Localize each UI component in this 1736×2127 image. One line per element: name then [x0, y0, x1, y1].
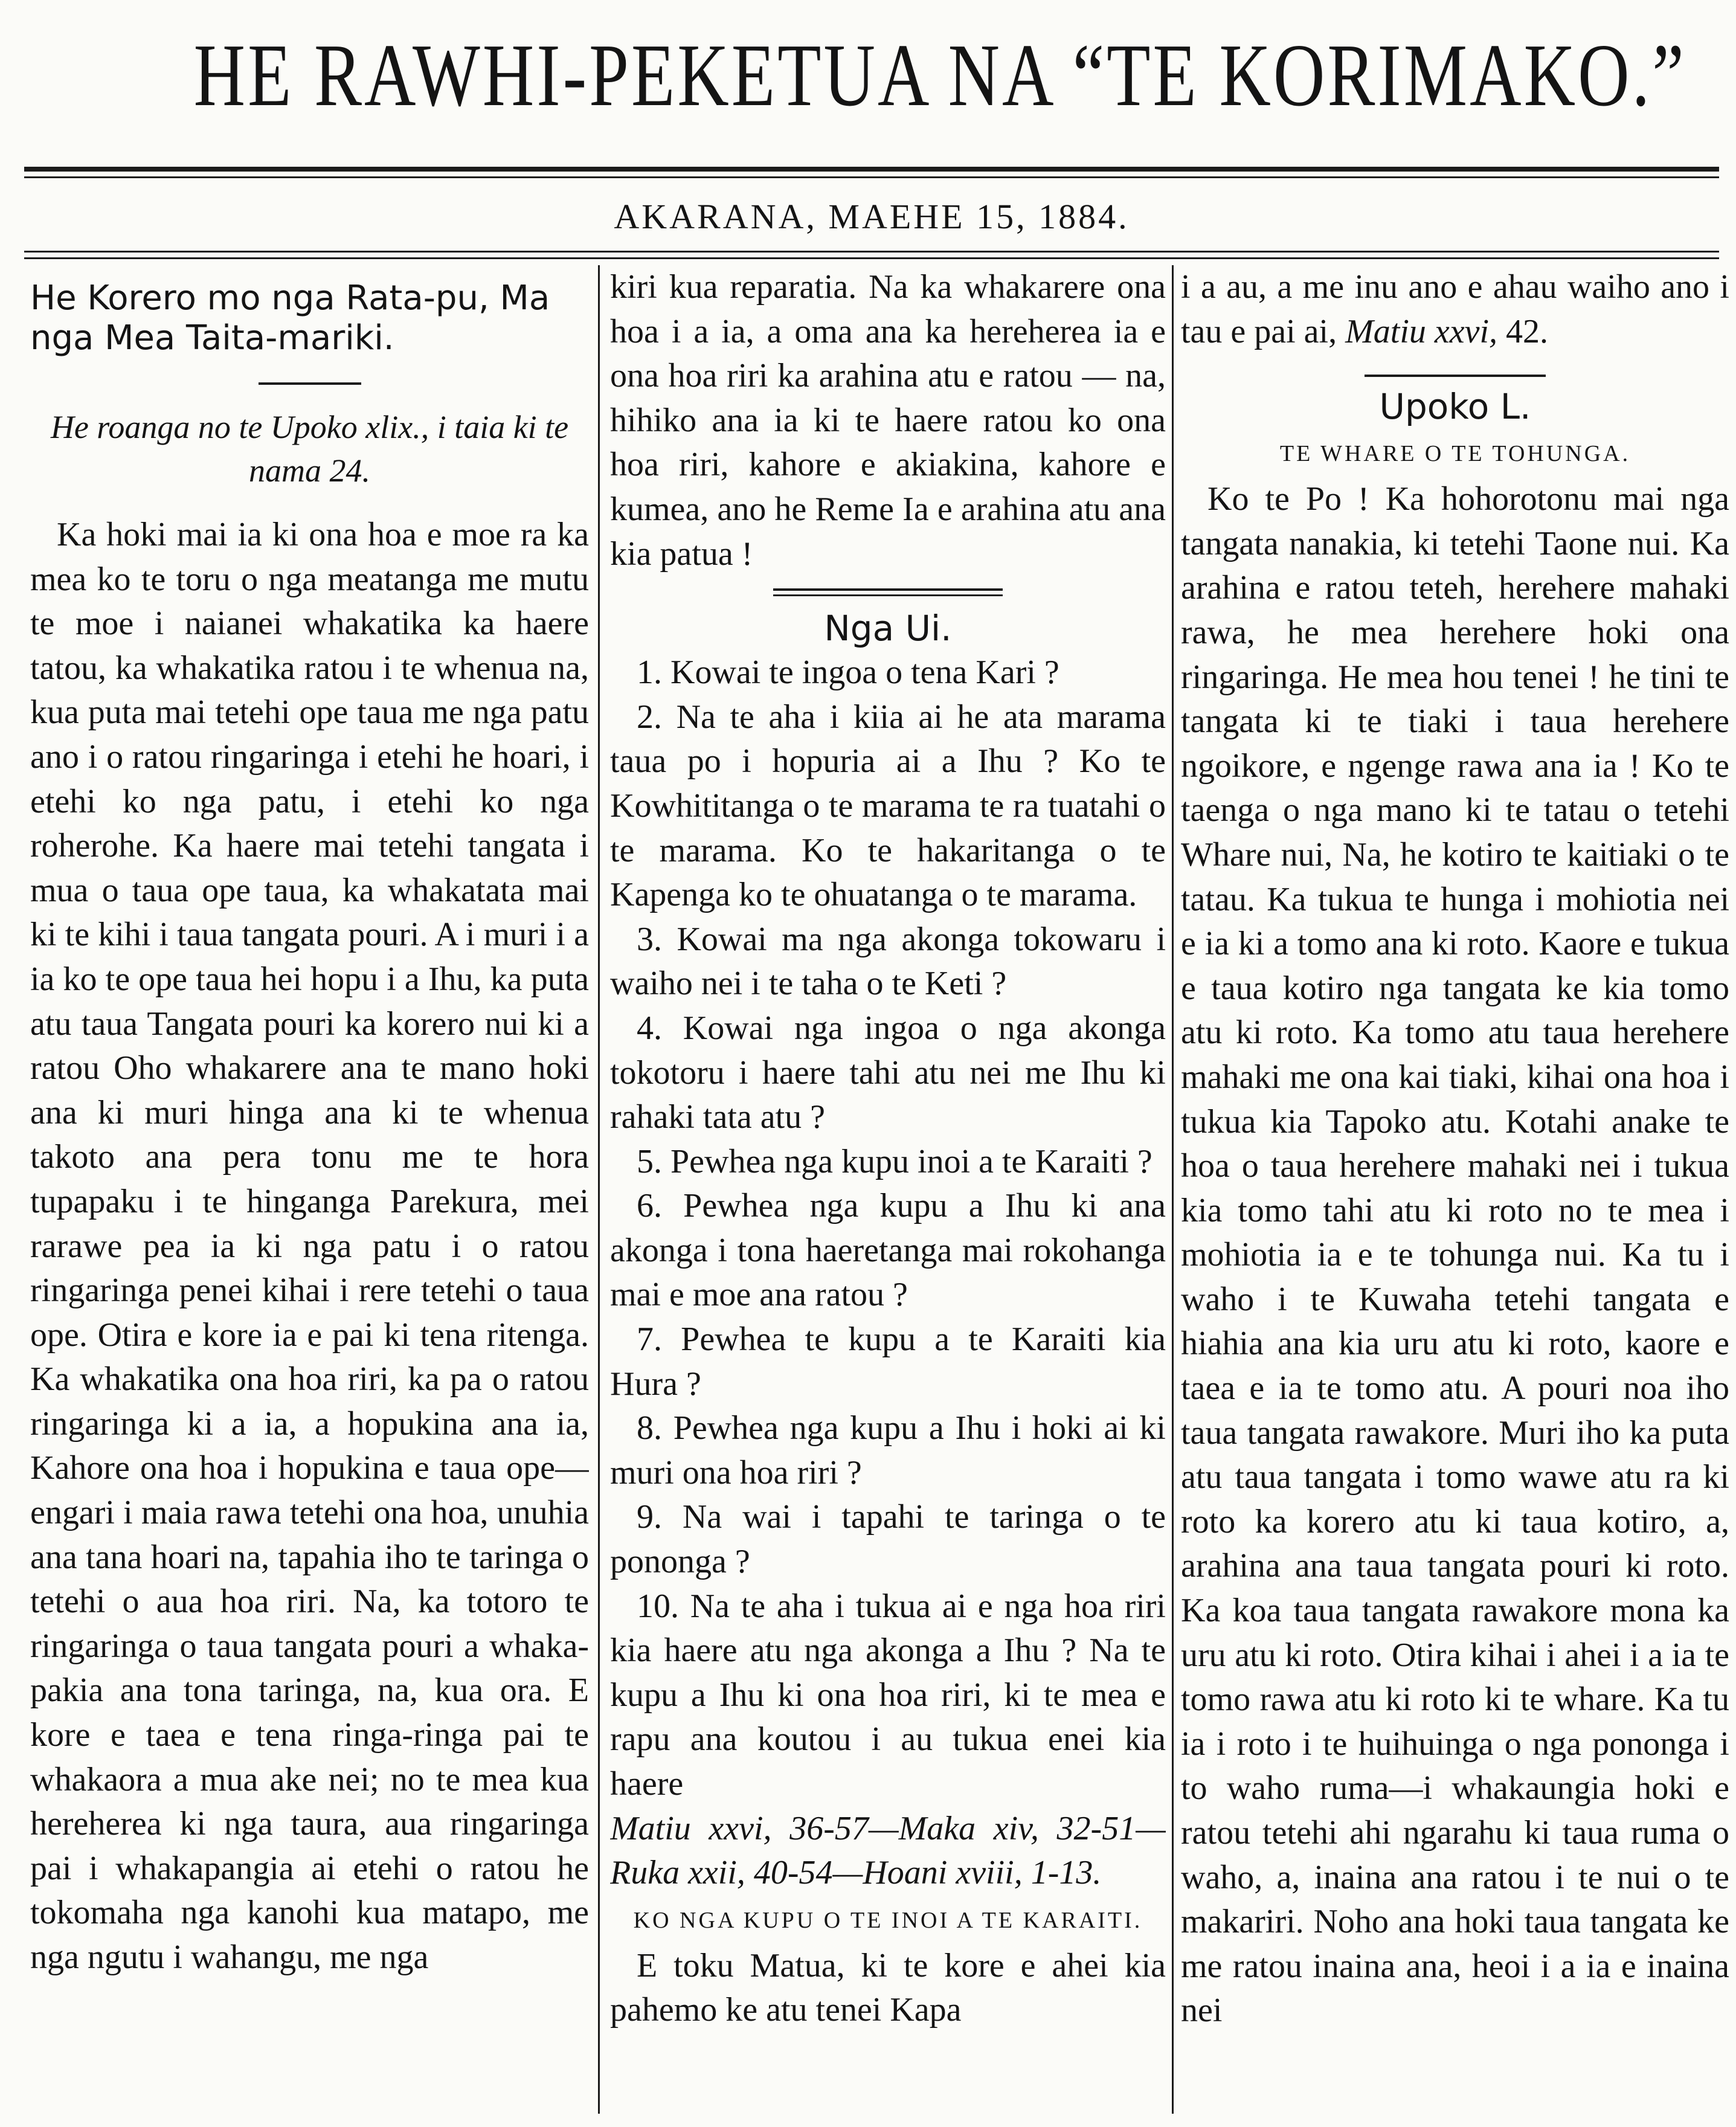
references-text: Matiu xxvi, 36-57—Maka xiv, 32-51—Ruka xxii, 40-54—Hoani xviii, 1-13.: [610, 1809, 1166, 1892]
dateline-rule-2: [24, 257, 1719, 259]
short-rule: [1365, 375, 1546, 377]
article-continuation: kiri kua reparatia. Na ka whakarere ona hoa i a ia, a oma ana ka hereherea ia e ona hoa riri ka arahina atu e ratou — na, hihiko ana ia ki te haere ratou ko ona hoa riri, kahore e akiakina, kahore e kumea, ano he Reme Ia e arahina atu ana kia patua !: [610, 268, 1166, 573]
column-3: [1181, 265, 1729, 2114]
question-6: 6. Pewhea nga kupu a Ihu ki ana akonga i tona haeretanga mai rokohanga mai e moe ana ratou ?: [610, 1187, 1166, 1314]
question-7: 7. Pewhea te kupu a te Karaiti kia Hura ?: [610, 1321, 1166, 1403]
question-3: 3. Kowai ma nga akonga tokowaru i waiho nei i te taha o te Keti ?: [610, 920, 1166, 1003]
prayer-text: E toku Matua, ki te kore e ahei kia pahemo ke atu tenei Kapa: [610, 1946, 1166, 2029]
question-1: 1. Kowai te ingoa o tena Kari ?: [637, 654, 1059, 692]
double-rule: [773, 588, 1003, 596]
question-2: 2. Na te aha i kiia ai he ata marama taua po i hopuria ai a Ihu ? Ko te Kowhititanga o te marama te ra tuatahi o te marama. Ko te hakaritanga o te Kapenga ko te ohuatanga o te marama.: [610, 698, 1166, 914]
questions-heading: Nga Ui.: [824, 608, 952, 649]
column-divider: [598, 265, 600, 2114]
short-rule: [259, 382, 361, 385]
prayer-reference-end: 42.: [1506, 312, 1548, 350]
prayer-continuation: [1181, 265, 1729, 354]
prayer-heading: KO NGA KUPU O TE INOI A TE KARAITI.: [633, 1907, 1143, 1933]
question-10: 10. Na te aha i tukua ai e nga hoa riri kia haere atu nga akonga a Ihu ? Na te kupu a Ihu ki ona hoa riri, ki te mea e rapu ana koutou i au tukua enei kia haere: [610, 1587, 1166, 1803]
masthead-rule-thin: [24, 176, 1719, 178]
column-divider: [1172, 265, 1174, 2114]
question-8: 8. Pewhea nga kupu a Ihu i hoki ai ki muri ona hoa riri ?: [610, 1409, 1166, 1491]
dateline-rule: [24, 251, 1719, 253]
prayer-reference: Matiu xxvi,: [1345, 312, 1497, 350]
masthead-rule-thick: [24, 167, 1719, 172]
prayer-continuation-text: i a au, a me inu ano e ahau waiho ano i tau e pai ai,: [1181, 268, 1729, 350]
chapter-subheading: TE WHARE O TE TOHUNGA.: [1279, 441, 1631, 467]
chapter-body: Ko te Po ! Ka hohorotonu mai nga tangata nanakia, ki tetehi Taone nui. Ka arahina e ratou teteh, herehere mahaki rawa, he mea herehere hoki ona ringaringa. He mea hou tenei ! he tini te tangata ki te tiaki i taua herehere ngoikore, e ngenge rawa ana ia ! Ko te taenga o nga mano ki te tatau o tetehi Whare nui, Na, he kotiro te kaitiaki o te tatau. Ka tukua te hunga i mohiotia nei e ia ki a tomo ana ki roto. Kaore e tukua e taua kotiro nga tangata ke kia tomo atu ki roto. Ka tomo atu taua herehere mahaki me ona kai tiaki, kihai ona hoa i tukua kia Tapoko atu. Kotahi anake te hoa o taua herehere mahaki nei i tukua kia tomo tahi atu ki roto no te mea i mohiotia ia e te tohunga nui. Ka tu i waho i te Kuwaha tetehi tangata e hiahia ana kia uru atu ki roto, kaore e taea e ia te tomo atu. A pouri noa iho taua tangata rawakore. Muri iho ka puta atu taua tangata i tomo wawe atu ra ki roto ka korero atu ki taua kotiro, a, arahina ana taua tangata pouri ki roto. Ka koa taua tangata rawakore mona ka uru atu ki roto. Otira kihai i ahei i a ia te tomo rawa atu ki roto ki te whare. Ka tu ia i roto i te huihuinga o nga pononga i to waho ruma—i whakaungia hoki e ratou tetehi ahi ngarahu ki taua ruma o waho, a, inaina ana ratou i te nui o te makariri. Noho ana hoki taua tangata ke me ratou inaina ana, heoi i a ia e inaina nei: [1181, 480, 1729, 2030]
chapter-heading: Upoko L.: [1379, 386, 1531, 428]
columns: [24, 265, 1729, 2114]
article-title: He Korero mo nga Rata-pu, Ma nga Mea Taita-mariki.: [30, 278, 550, 358]
dateline: AKARANA, MAEHE 15, 1884.: [614, 197, 1130, 236]
question-5: 5. Pewhea nga kupu inoi a te Karaiti ?: [637, 1142, 1153, 1180]
article-subhead: He roanga no te Upoko xlix., i taia ki te nama 24.: [50, 409, 569, 489]
masthead-title: HE RAWHI-PEKETUA NA “TE KORIMAKO.”: [193, 26, 1686, 125]
article-body: Ka hoki mai ia ki ona hoa e moe ra ka mea ko te toru o nga meatanga me mutu te moe i naianei whakatika ka haere tatou, ka whakatika ratou i te whenua na, kua puta mai tetehi ope taua me nga patu ano i o ratou ringaringa i etehi he hoari, i etehi ko nga patu, i etehi ko nga roherohe. Ka haere mai tetehi tangata i mua o taua ope taua, ka whakatata mai ki te kihi i taua tangata pouri. A i muri i a ia ko te ope taua hei hopu i a Ihu, ka puta atu taua Tangata pouri ka korero nui ki a ratou Oho whakarere ana te mano hoki ana ki muri hinga ana ki te whenua takoto ana pera tonu me te hora tupapaku i te hinganga Parekura, mei rarawe pea ia ki nga patu i o ratou ringaringa penei kihai i rere tetehi o taua ope. Otira e kore ia e pai ki tena ritenga. Ka whakatika ona hoa riri, ka pa o ratou ringaringa ki a ia, a hopukina ana ia, Kahore ona hoa i hopukina e taua ope—engari i maia rawa tetehi ona hoa, unuhia ana tana hoari na, tapahia iho te taringa o tetehi o aua hoa riri. Na, ka totoro te ringaringa o taua tangata pouri a whaka-pakia ana tona taringa, na, kua ora. E kore e taea e tena ringa-ringa pai te whakaora a mua ake nei; no te mea kua hereherea ki nga taura, aua ringaringa pai i whakapangia ai etehi o ratou he tokomaha nga kanohi kua matapo, me nga ngutu i wahangu, me nga: [30, 516, 589, 1976]
question-4: 4. Kowai nga ingoa o nga akonga tokotoru i haere tahi atu nei me Ihu ki rahaki tata atu ?: [610, 1009, 1166, 1136]
scripture-references: [610, 1807, 1166, 1896]
column-1: [30, 265, 589, 2114]
question-9: 9. Na wai i tapahi te taringa o te pononga ?: [610, 1498, 1166, 1581]
column-2: [610, 265, 1166, 2114]
